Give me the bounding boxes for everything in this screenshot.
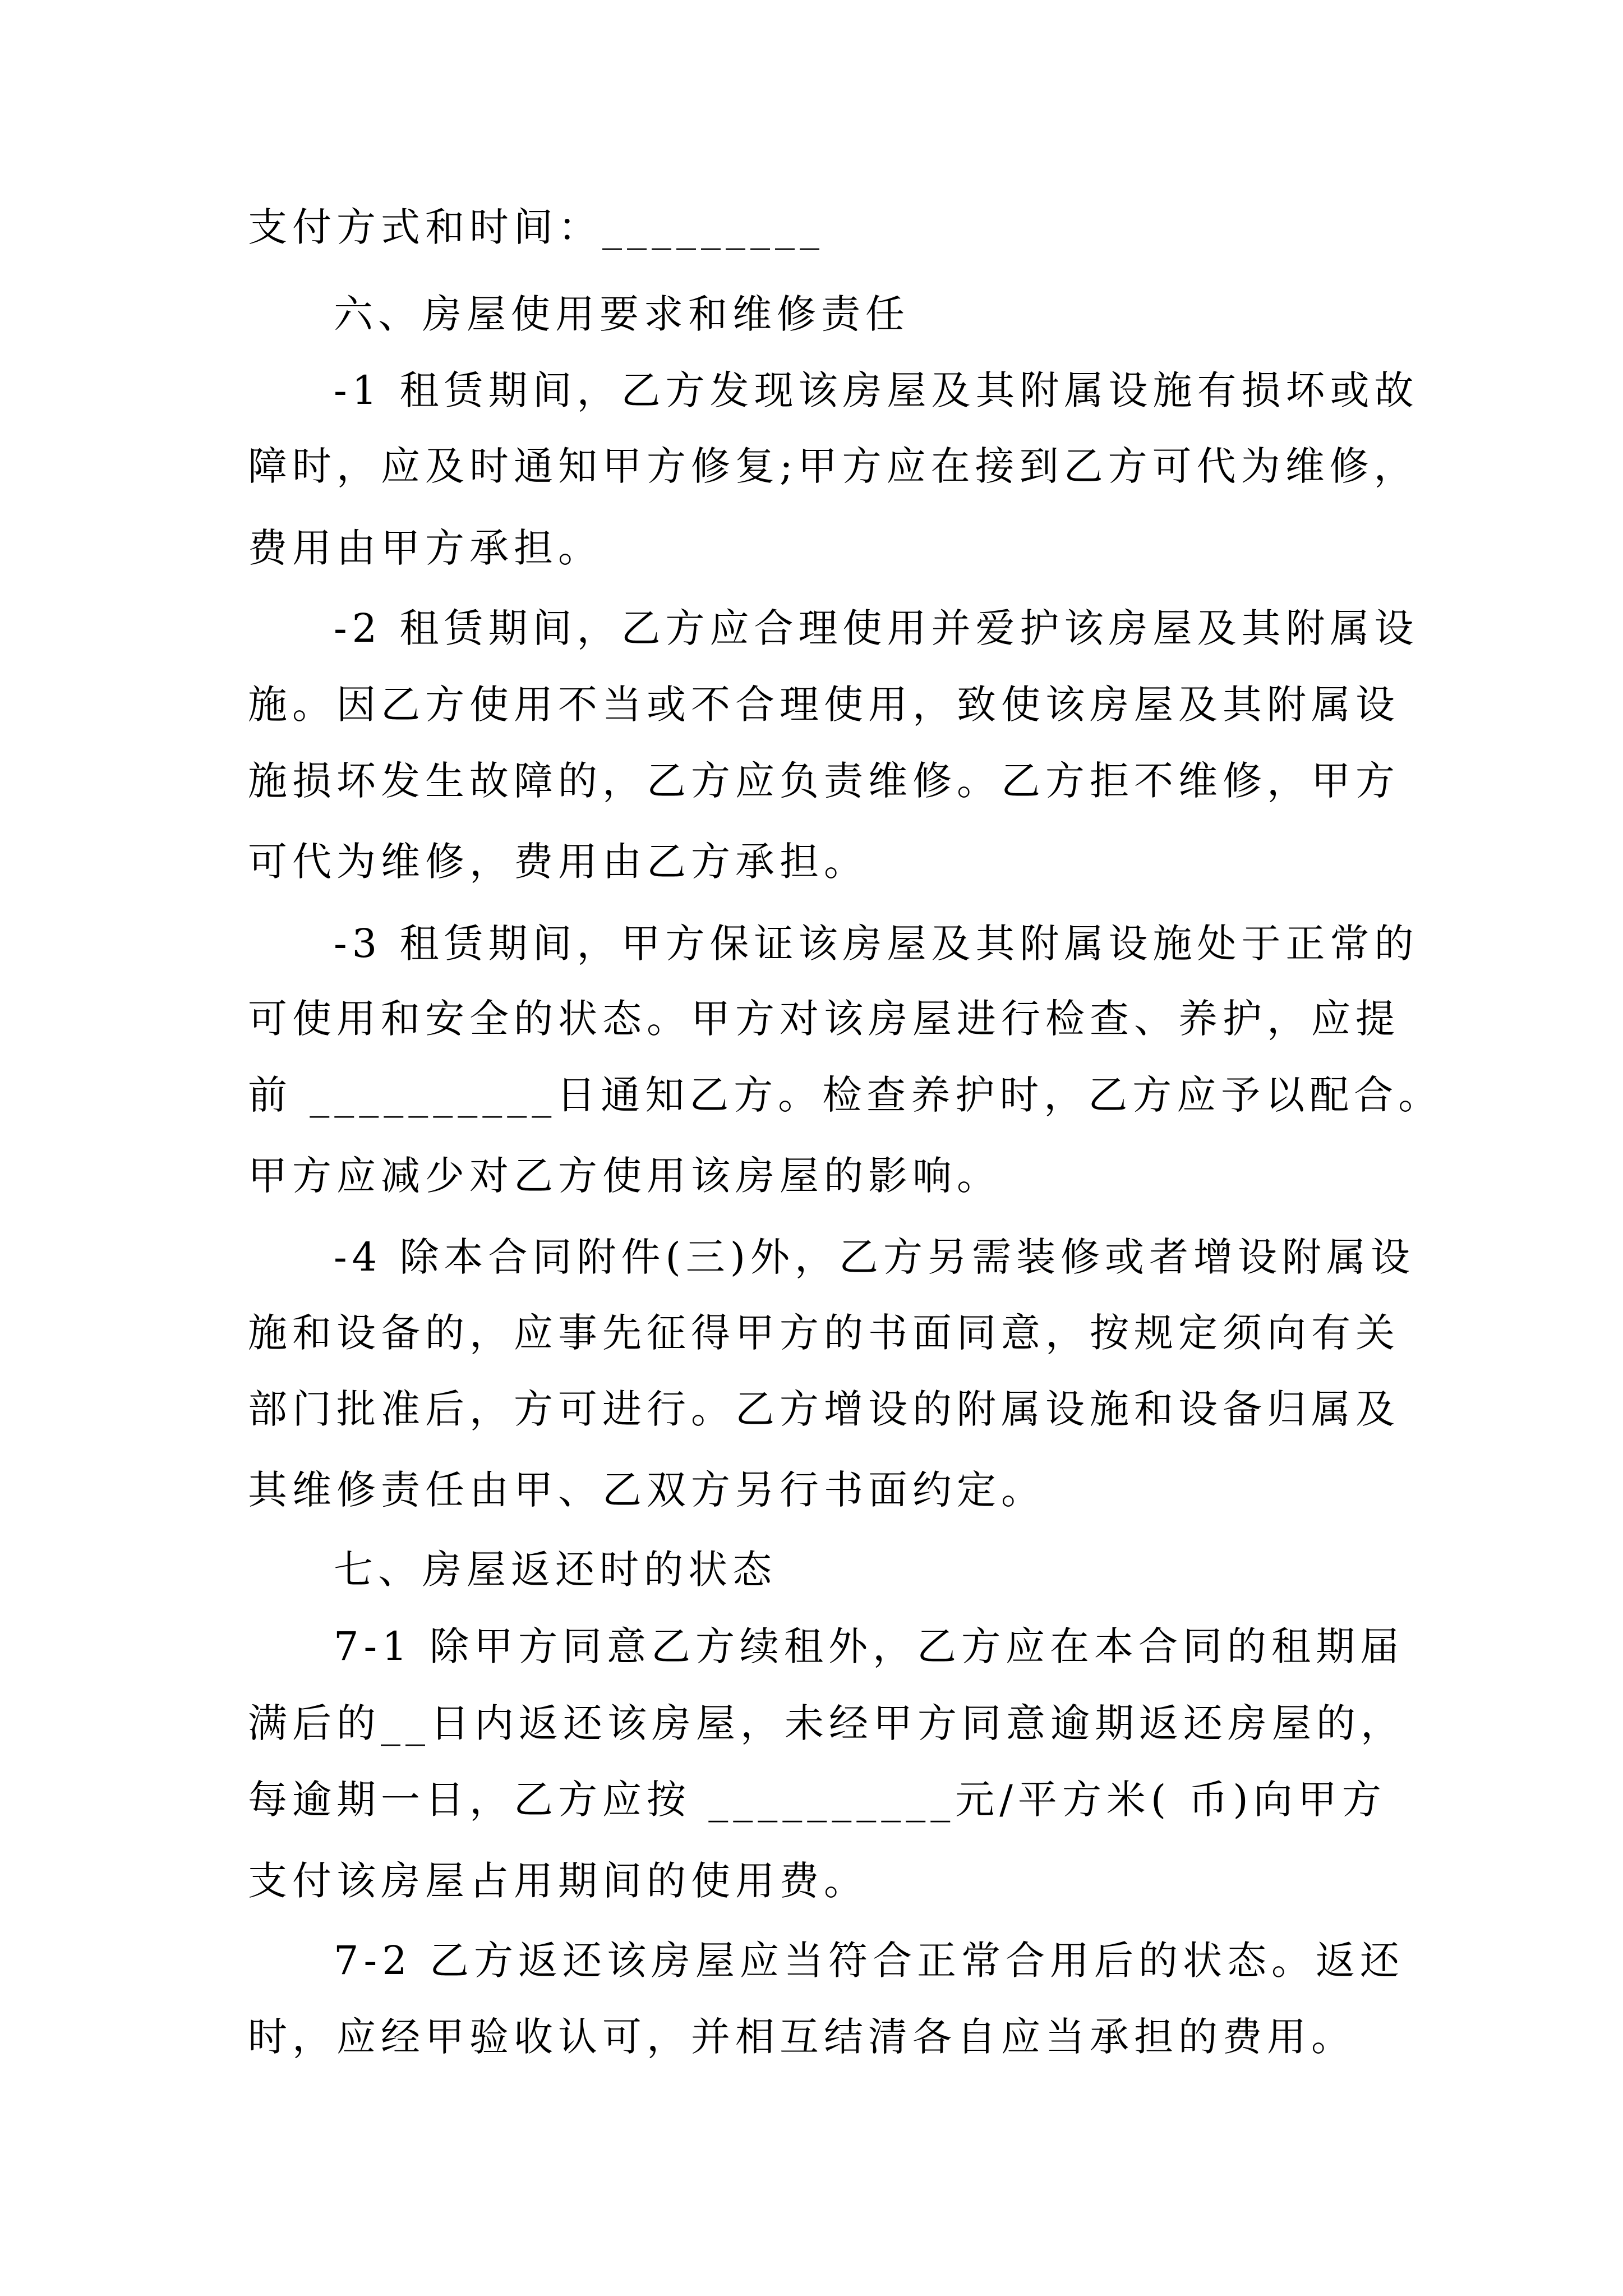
clause-6-1-line-3: 费用由甲方承担。 bbox=[248, 525, 602, 571]
clause-7-2-line-1: 7-2 乙方返还该房屋应当符合正常合用后的状态。返还 bbox=[334, 1938, 1404, 1984]
clause-6-3-line-3: 前 __________日通知乙方。检查养护时，乙方应予以配合。 bbox=[248, 1072, 1443, 1118]
clause-6-4-line-4: 其维修责任由甲、乙双方另行书面约定。 bbox=[248, 1467, 1045, 1513]
clause-7-1-line-2: 满后的__日内返还该房屋，未经甲方同意逾期返还房屋的， bbox=[248, 1700, 1405, 1746]
clause-6-1-line-1: -1 租赁期间，乙方发现该房屋及其附属设施有损坏或故 bbox=[334, 367, 1419, 413]
clause-6-3-line-4: 甲方应减少对乙方使用该房屋的影响。 bbox=[248, 1153, 1001, 1199]
clause-6-2-line-1: -2 租赁期间，乙方应合理使用并爱护该房屋及其附属设 bbox=[334, 605, 1419, 651]
payment-method-line: 支付方式和时间：_________ bbox=[248, 204, 824, 250]
clause-6-3-line-2: 可使用和安全的状态。甲方对该房屋进行检查、养护，应提 bbox=[248, 996, 1400, 1042]
clause-6-2-line-4: 可代为维修，费用由乙方承担。 bbox=[248, 839, 868, 885]
section-six-heading: 六、房屋使用要求和维修责任 bbox=[334, 291, 910, 337]
section-seven-heading: 七、房屋返还时的状态 bbox=[334, 1547, 777, 1593]
clause-7-2-line-2: 时，应经甲验收认可，并相互结清各自应当承担的费用。 bbox=[248, 2014, 1355, 2060]
clause-6-2-line-3: 施损坏发生故障的，乙方应负责维修。乙方拒不维修，甲方 bbox=[248, 758, 1400, 804]
clause-7-1-line-3: 每逾期一日，乙方应按 __________元/平方米( 币)向甲方 bbox=[248, 1777, 1386, 1823]
clause-7-1-line-4: 支付该房屋占用期间的使用费。 bbox=[248, 1858, 868, 1904]
clause-6-1-line-2: 障时，应及时通知甲方修复;甲方应在接到乙方可代为维修， bbox=[248, 443, 1418, 489]
clause-6-4-line-3: 部门批准后，方可进行。乙方增设的附属设施和设备归属及 bbox=[248, 1386, 1400, 1432]
clause-6-2-line-2: 施。因乙方使用不当或不合理使用，致使该房屋及其附属设 bbox=[248, 682, 1400, 728]
clause-6-4-line-2: 施和设备的，应事先征得甲方的书面同意，按规定须向有关 bbox=[248, 1310, 1400, 1356]
clause-7-1-line-1: 7-1 除甲方同意乙方续租外，乙方应在本合同的租期届 bbox=[334, 1623, 1404, 1669]
clause-6-3-line-1: -3 租赁期间，甲方保证该房屋及其附属设施处于正常的 bbox=[334, 921, 1419, 967]
clause-6-4-line-1: -4 除本合同附件(三)外，乙方另需装修或者增设附属设 bbox=[334, 1234, 1415, 1280]
